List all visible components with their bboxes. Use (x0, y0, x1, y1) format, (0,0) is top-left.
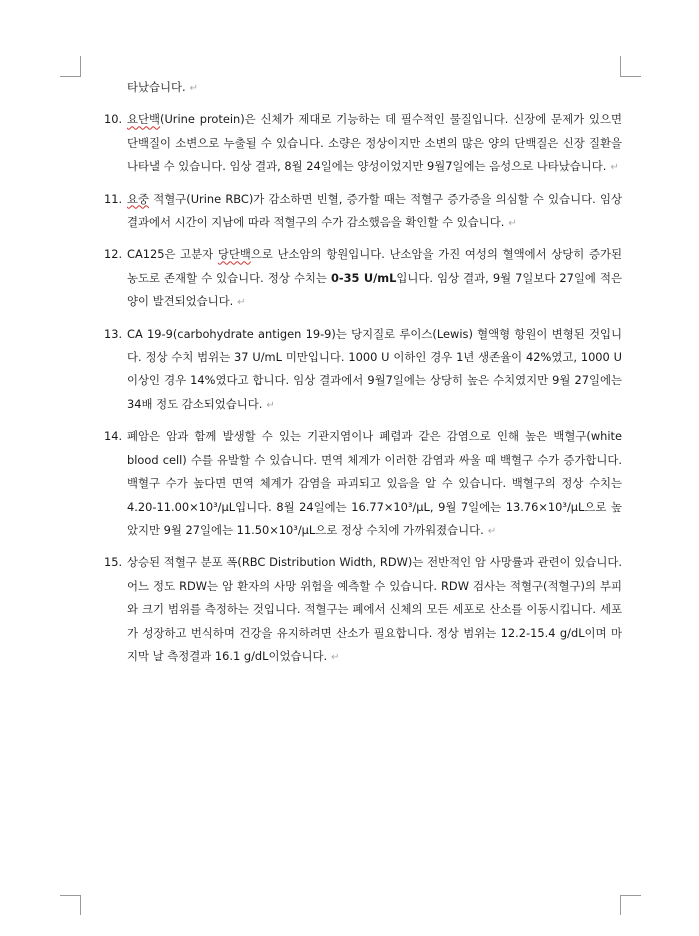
paragraph-mark-icon: ↵ (189, 83, 199, 94)
list-number: 11. (104, 191, 123, 206)
crop-mark-bottom-right (620, 895, 621, 915)
list-item-14: 14. 폐암은 암과 함께 발생할 수 있는 기관지염이나 폐렴과 같은 감염으로 인해 높은 백혈구(white blood cell) 수를 유발할 수 있습니다. 면역 체계가 이러한 감염과 싸울 때 백혈구 수가 증가합니다. 백혈구 수가 높다면 면역 체계가 감염을 파괴되고 있음을 알 수 있습니다. 백혈구의 정상 수치는 4.20-11.00×10³/μL입니다. 8월 24일에는 16.77×10³/μL, 9월 7일에는 13.76×10³/μL으로 높았지만 9월 27일에는 11.50×10³/μL으로 정상 수치에 가까워졌습니다. ↵ (104, 425, 622, 543)
list-item-15: 15. 상승된 적혈구 분포 폭(RBC Distribution Width, RDW)는 전반적인 암 사망률과 관련이 있습니다. 어느 정도 RDW는 암 환자의 사망 위험을 예측할 수 있습니다. RDW 검사는 적혈구(적혈구)의 부피와 크기 범위를 측정하는 것입니다. 적혈구는 폐에서 신체의 모든 세포로 산소를 이동시킵니다. 세포가 성장하고 번식하며 건강을 유지하려면 산소가 필요합니다. 정상 범위는 12.2-15.4 g/dL이며 마지막 날 측정결과 16.1 g/dL이었습니다. ↵ (104, 551, 622, 669)
list-number: 14. (104, 429, 123, 444)
crop-mark-top-left (80, 56, 81, 76)
paragraph-mark-icon: ↵ (508, 218, 517, 230)
spellcheck-word[interactable]: 당단백 (217, 247, 251, 262)
paragraph-mark-icon: ↵ (331, 651, 340, 663)
crop-mark-top-right (620, 56, 621, 76)
bold-range: 0-35 U/mL (330, 270, 397, 285)
crop-mark-top-right-h (620, 76, 641, 77)
document-body[interactable] (104, 76, 622, 669)
list-number: 15. (104, 555, 123, 570)
paragraph-mark-icon: ↵ (610, 162, 619, 174)
crop-mark-bottom-left-h (60, 895, 81, 896)
list-number: 12. (104, 247, 123, 262)
paragraph-mark-icon: ↵ (266, 399, 275, 411)
list-item-12: 12. CA125은 고분자 당단백으로 난소암의 항원입니다. 난소암을 가진 여성의 혈액에서 상당히 증가된 농도로 존재할 수 있습니다. 정상 수치는 0-35 U/mL입니다. 임상 결과, 9월 7일보다 27일에 적은 양이 발견되었습니다. ↵ (104, 243, 622, 314)
spellcheck-word[interactable]: 요단백 (127, 112, 161, 127)
list-number: 10. (104, 112, 123, 127)
spellcheck-word[interactable]: 요중 (127, 191, 150, 206)
list-number: 13. (104, 326, 123, 341)
list-item-10: 10. 요단백(Urine protein)은 신체가 제대로 기능하는 데 필수적인 물질입니다. 신장에 문제가 있으면 단백질이 소변으로 누출될 수 있습니다. 소량은 정상이지만 소변의 많은 양의 단백질은 신장 질환을 나타낼 수 있습니다. 임상 결과, 8월 24일에는 양성이었지만 9월7일에는 음성으로 나타났습니다. ↵ (104, 108, 622, 179)
crop-mark-bottom-right-h (620, 895, 641, 896)
paragraph-mark-icon: ↵ (237, 297, 246, 309)
list-item-13: 13. CA 19-9(carbohydrate antigen 19-9)는 당지질로 루이스(Lewis) 혈액형 항원이 변형된 것입니다. 정상 수치 범위는 37 U/mL 미만입니다. 1000 U 이하인 경우 1년 생존율이 42%였고, 1000 U 이상인 경우 14%였다고 합니다. 임상 결과에서 9월7일에는 상당히 높은 수치였지만 9월 27일에는 34배 정도 감소되었습니다. ↵ (104, 323, 622, 418)
paragraph-mark-icon: ↵ (487, 525, 497, 537)
list-item-11: 11. 요중 적혈구(Urine RBC)가 감소하면 빈혈, 증가할 때는 적혈구 증가증을 의심할 수 있습니다. 임상 결과에서 시간이 지남에 따라 적혈구의 수가 감소했음을 확인할 수 있습니다. ↵ (104, 188, 622, 236)
crop-mark-bottom-left (80, 895, 81, 915)
crop-mark-top-left-h (60, 76, 81, 77)
continued-paragraph: 타났습니다. ↵ (127, 80, 199, 94)
